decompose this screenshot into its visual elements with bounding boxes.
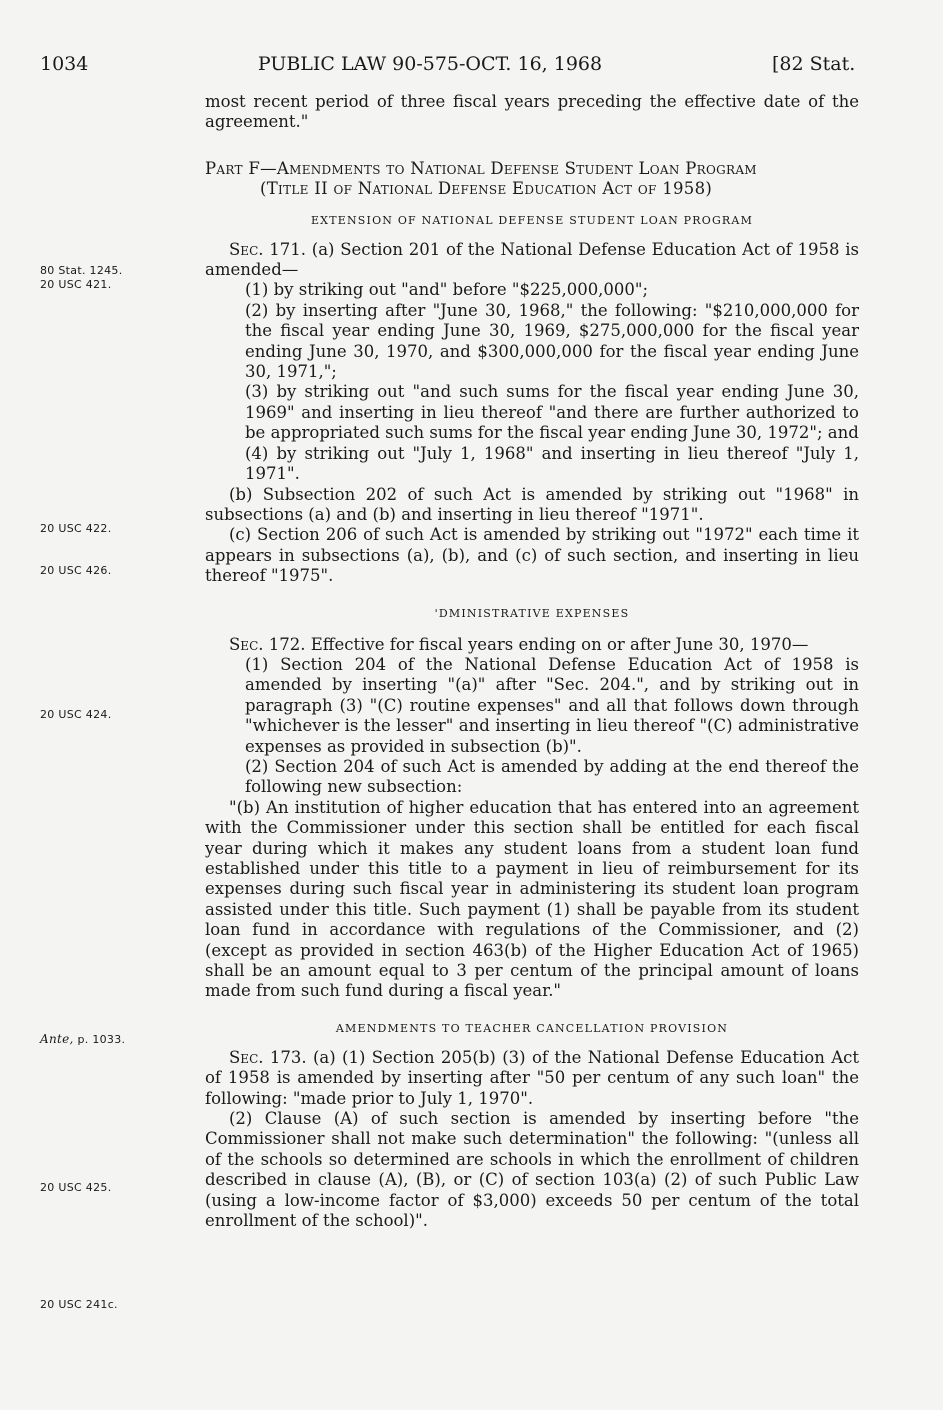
part-f-heading [205,159,859,200]
statute-volume: [82 Stat. [772,53,856,75]
sec-173-label: Sec. [229,1047,264,1067]
section-heading-teacher-cancellation: AMENDMENTS TO TEACHER CANCELLATION PROVISION [335,1021,729,1035]
sec-172-label: Sec. [229,634,264,654]
margin-note-20-usc-422: 20 USC 422. [40,522,112,535]
continued-paragraph: most recent period of three fiscal years preceding the effective date of the agreement." [205,92,859,132]
sec-172-subsection-b: "(b) An institution of higher education that has entered into an agreement with the Commissioner under this section shall be entitled for each fiscal year during which it makes any student loans from a student loan fund established under this title to a payment in lieu of reimbursement for its expenses during such fiscal year in administering its student loan program assisted under this title. Such payment (1) shall be payable from its student loan fund in accordance with regulations of the Commissioner, and (2) (except as provided in section 463(b) of the Higher Education Act of 1965) shall be an amount equal to 3 per centum of the principal amount of loans made from such fund during a fiscal year." [205,797,859,1001]
margin-note-ante [40,1032,190,1047]
running-title: PUBLIC LAW 90-575-OCT. 16, 1968 [257,53,603,75]
sec-171-item-1: (1) by striking out "and" before "$225,000,000"; [245,280,649,300]
body-text [205,92,859,1232]
sec-172-intro [205,635,859,655]
sec-171-b: (b) Subsection 202 of such Act is amended by striking out "1968" in subsections (a) and (b) and inserting in lieu thereof "1971". [205,484,859,524]
sec-172-intro-text: 172. Effective for fiscal years ending on or after June 30, 1970— [268,634,809,654]
part-f-line1: Part F—Amendments to National Defense Student Loan Program [205,158,757,178]
margin-note-ante-italic: Ante, [40,1032,74,1046]
sec-173-item-2: (2) Clause (A) of such section is amended by inserting before "the Commissioner shall not make such determination" the following: "(unless all of the schools so determined are schools in which the enrollment of children described in clause (A), (B), or (C) of section 103(a) (2) of such Public Law (using a low-income factor of $3,000) exceeds 50 per centum of the total enrollment of the school)". [205,1109,859,1231]
sec-171-a [205,240,859,281]
sec-171-item-2: (2) by inserting after "June 30, 1968," the following: "$210,000,000 for the fiscal year ending June 30, 1969, $275,000,000 for the fiscal year ending June 30, 1970, and $300,000,000 for the fiscal year ending June 30, 1971,"; [245,300,859,382]
sec-171-a-text: 171. (a) Section 201 of the National Defense Education Act of 1958 is amended— [205,239,859,280]
sec-171-item-4: (4) by striking out "July 1, 1968" and inserting in lieu thereof "July 1, 1971". [245,443,859,484]
sec-173-a-text: 173. (a) (1) Section 205(b) (3) of the National Defense Education Act of 1958 is amended by inserting after "50 per centum of any such loan" the following: "made prior to July 1, 1970". [205,1047,859,1108]
margin-note-20-usc-425: 20 USC 425. [40,1181,112,1194]
sec-171-item-3: (3) by striking out "and such sums for the fiscal year ending June 30, 1969" and inserting in lieu thereof "and there are further authorized to be appropriated such sums for the fiscal year ending June 30, 1972"; and [245,382,859,443]
page-number: 1034 [40,53,89,75]
margin-note-ante-page: p. 1033. [77,1033,126,1046]
sec-171-label: Sec. [229,239,264,259]
sec-172-item-1: (1) Section 204 of the National Defense Education Act of 1958 is amended by inserting "(a)" after "Sec. 204.", and by striking out in paragraph (3) "(C) routine expenses" and all that follows down through "whichever is the lesser" and inserting in lieu thereof "(C) administrative expenses as provided in subsection (b)". [245,654,859,756]
sec-172-item-2: (2) Section 204 of such Act is amended by adding at the end thereof the following new subsection: [245,756,859,797]
part-f-line2: (Title II of National Defense Education Act of 1958) [260,179,713,199]
section-heading-extension: EXTENSION OF NATIONAL DEFENSE STUDENT LOAN PROGRAM [310,213,754,227]
margin-note-20-usc-426: 20 USC 426. [40,564,112,577]
margin-note-20-usc-424: 20 USC 424. [40,708,112,721]
sec-173-a [205,1048,859,1109]
section-heading-administrative: 'DMINISTRATIVE EXPENSES [434,606,630,620]
margin-note-80-stat: 80 Stat. 1245. [40,264,123,277]
margin-note-20-usc-241c: 20 USC 241c. [40,1298,118,1311]
sec-171-c: (c) Section 206 of such Act is amended by striking out "1972" each time it appears in subsections (a), (b), and (c) of such section, and inserting in lieu thereof "1975". [205,525,859,586]
margin-note-20-usc-421: 20 USC 421. [40,278,112,291]
